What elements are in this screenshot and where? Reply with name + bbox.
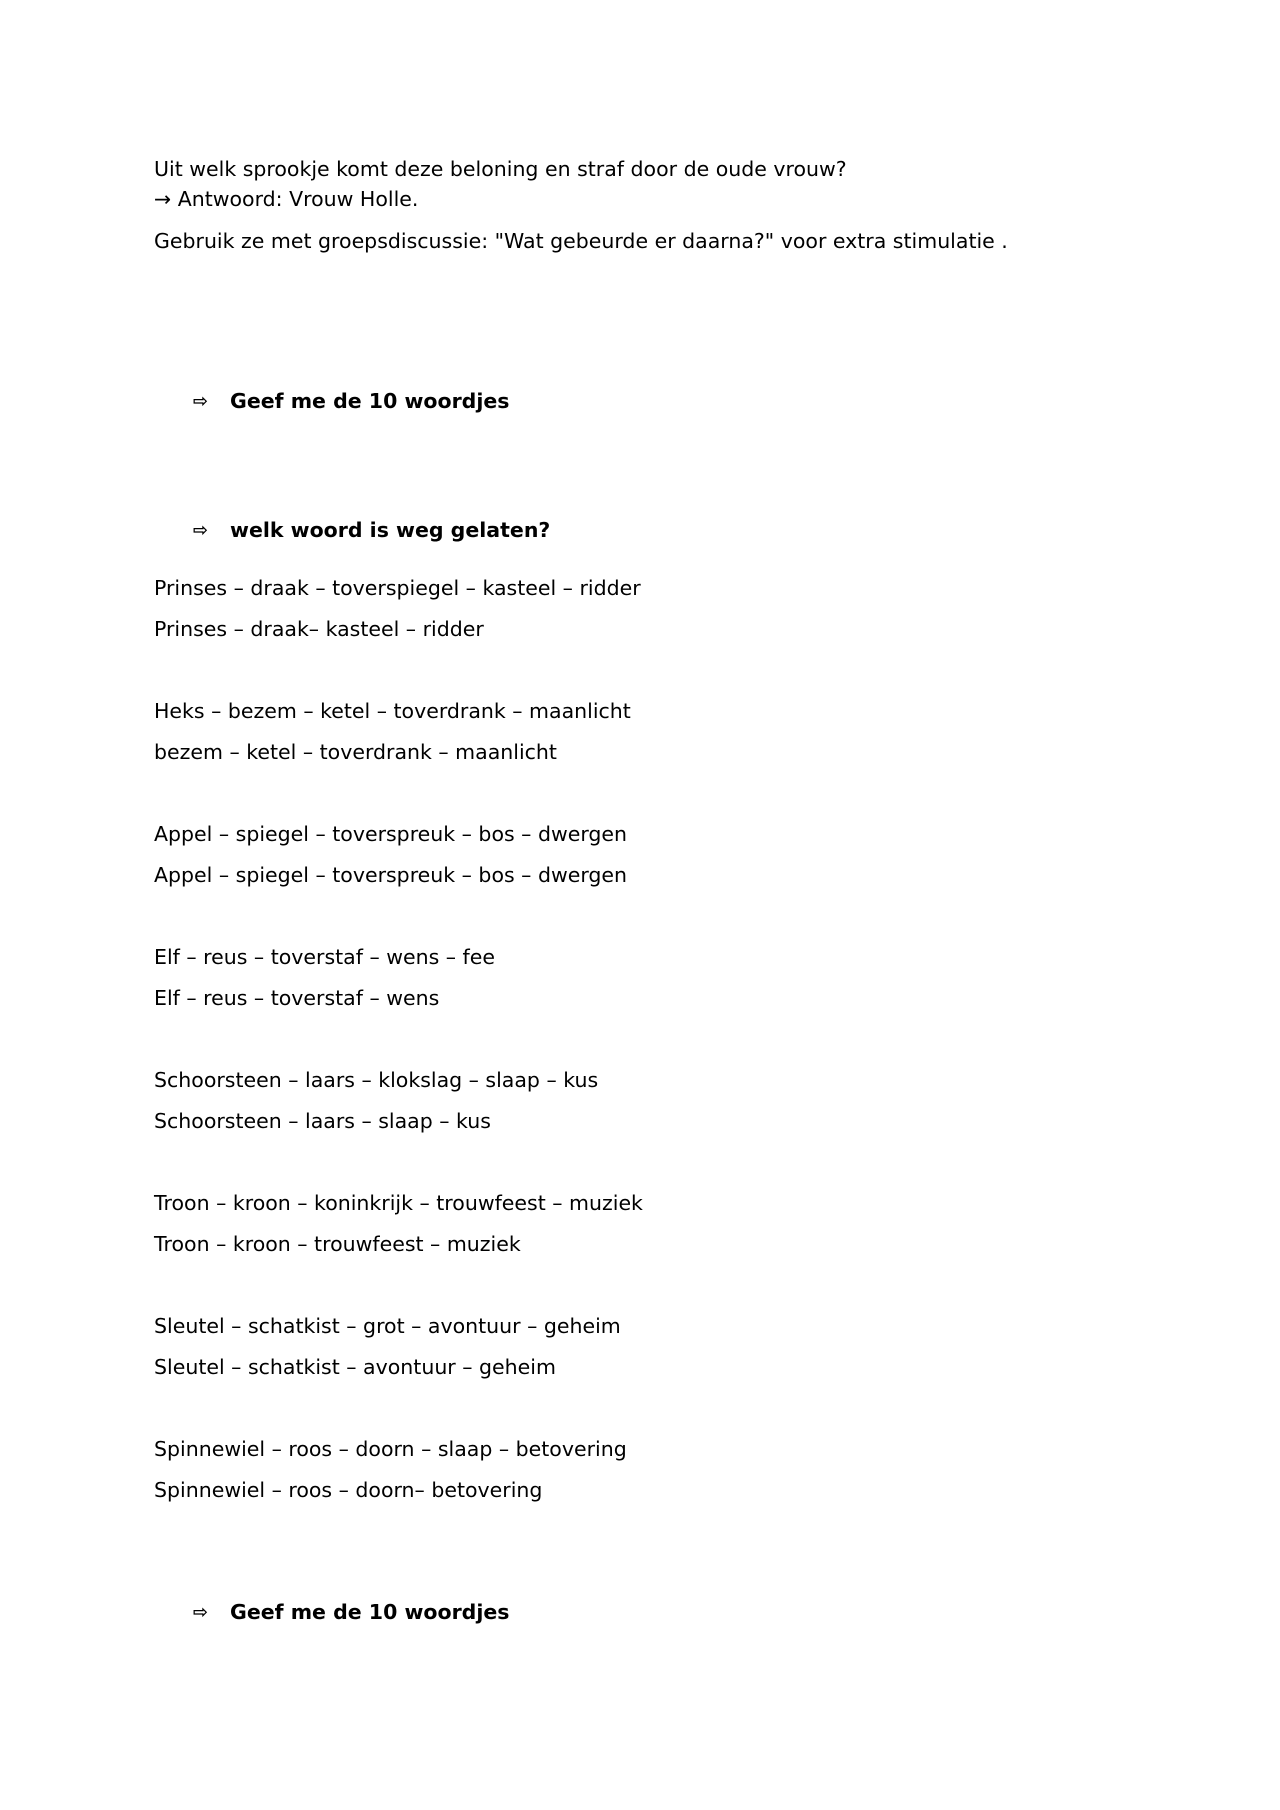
intro-answer: → Antwoord: Vrouw Holle.: [154, 187, 419, 211]
word-group: [154, 691, 643, 773]
word-line-full: Heks – bezem – ketel – toverdrank – maanlicht: [154, 699, 631, 723]
word-line-full: Prinses – draak – toverspiegel – kasteel – ridder: [154, 576, 641, 600]
word-groups-list: [154, 568, 643, 1552]
intro-section: [154, 154, 1114, 256]
word-group: [154, 1429, 643, 1511]
word-group: [154, 1306, 643, 1388]
heading-which-word-missing: [193, 518, 550, 542]
intro-question: Uit welk sprookje komt deze beloning en straf door de oude vrouw?: [154, 157, 847, 181]
word-line-missing: Elf – reus – toverstaf – wens: [154, 986, 440, 1010]
word-line-missing: bezem – ketel – toverdrank – maanlicht: [154, 740, 557, 764]
intro-tip: Gebruik ze met groepsdiscussie: "Wat gebeurde er daarna?" voor extra stimulatie .: [154, 229, 1008, 253]
heading-label: Geef me de 10 woordjes: [230, 389, 510, 413]
word-group: [154, 1060, 643, 1142]
word-line-missing: Spinnewiel – roos – doorn– betovering: [154, 1478, 543, 1502]
outlined-right-arrow-icon: ⇨: [193, 1601, 209, 1623]
word-line-missing: Troon – kroon – trouwfeest – muziek: [154, 1232, 521, 1256]
word-line-missing: Appel – spiegel – toverspreuk – bos – dwergen: [154, 863, 628, 887]
word-line-full: Appel – spiegel – toverspreuk – bos – dwergen: [154, 822, 628, 846]
heading-give-words-1: [193, 389, 510, 413]
outlined-right-arrow-icon: ⇨: [193, 519, 209, 541]
heading-label: Geef me de 10 woordjes: [230, 1600, 510, 1624]
word-line-missing: Sleutel – schatkist – avontuur – geheim: [154, 1355, 556, 1379]
word-line-missing: Schoorsteen – laars – slaap – kus: [154, 1109, 491, 1133]
word-line-full: Troon – kroon – koninkrijk – trouwfeest – muziek: [154, 1191, 643, 1215]
word-group: [154, 937, 643, 1019]
word-line-full: Schoorsteen – laars – klokslag – slaap – kus: [154, 1068, 599, 1092]
heading-give-words-2: [193, 1600, 510, 1624]
word-group: [154, 814, 643, 896]
heading-label: welk woord is weg gelaten?: [230, 518, 551, 542]
word-line-full: Sleutel – schatkist – grot – avontuur – geheim: [154, 1314, 621, 1338]
outlined-right-arrow-icon: ⇨: [193, 390, 209, 412]
word-group: [154, 1183, 643, 1265]
word-group: [154, 568, 643, 650]
word-line-full: Elf – reus – toverstaf – wens – fee: [154, 945, 496, 969]
word-line-missing: Prinses – draak– kasteel – ridder: [154, 617, 484, 641]
word-line-full: Spinnewiel – roos – doorn – slaap – betovering: [154, 1437, 627, 1461]
